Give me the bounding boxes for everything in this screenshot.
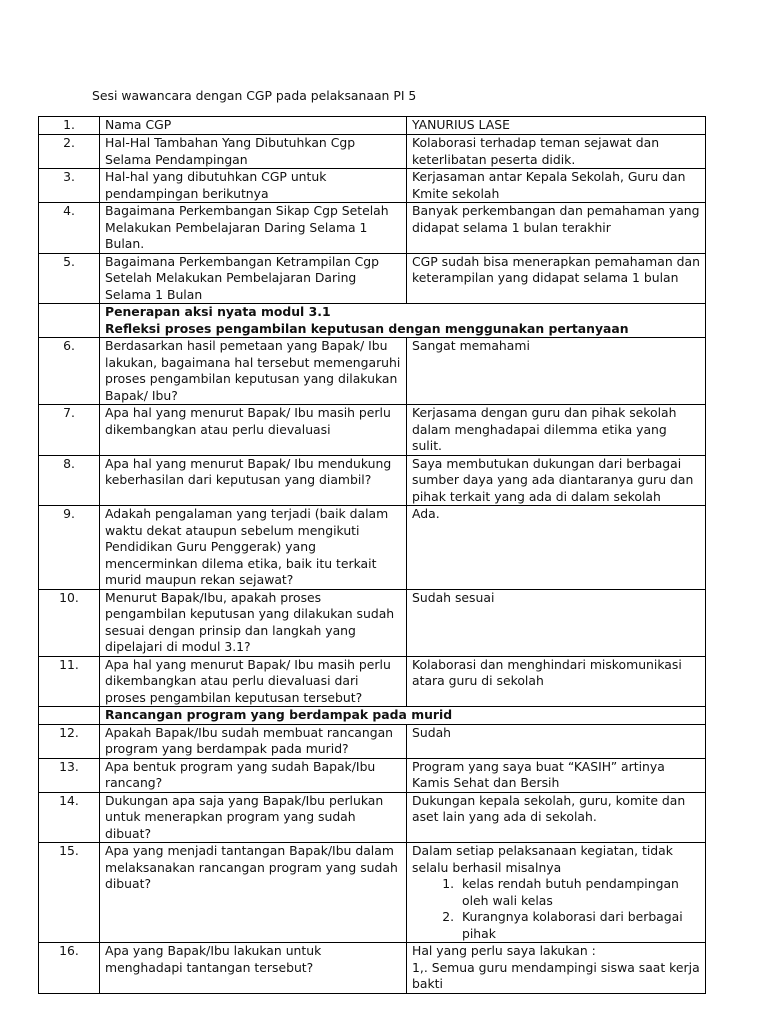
- table-row: [39, 253, 706, 304]
- section-title: Penerapan aksi nyata modul 3.1: [105, 304, 331, 319]
- question-cell: Menurut Bapak/Ibu, apakah proses pengambilan keputusan yang dilakukan sudah sesuai dengan prinsip dan langkah yang dipelajari di modul 3.1?: [100, 589, 407, 656]
- table-row: [39, 656, 706, 707]
- answer-cell: Saya membutukan dukungan dari berbagai sumber daya yang ada diantaranya guru dan pihak terkait yang ada di dalam sekolah: [407, 455, 706, 506]
- question-cell: Bagaimana Perkembangan Sikap Cgp Setelah Melakukan Pembelajaran Daring Selama 1 Bulan.: [100, 203, 407, 254]
- answer-intro: Hal yang perlu saya lakukan :: [412, 943, 596, 958]
- section-heading-cell: Rancangan program yang berdampak pada murid: [100, 707, 706, 725]
- question-cell: Hal-hal yang dibutuhkan CGP untuk pendampingan berikutnya: [100, 169, 407, 203]
- table-row: [39, 405, 706, 456]
- answer-cell: CGP sudah bisa menerapkan pemahaman dan keterampilan yang didapat selama 1 bulan: [407, 253, 706, 304]
- question-cell: Bagaimana Perkembangan Ketrampilan Cgp Setelah Melakukan Pembelajaran Daring Selama 1 Bulan: [100, 253, 407, 304]
- row-number: 12.: [39, 724, 100, 758]
- answer-cell: Kolaborasi dan menghindari miskomunikasi atara guru di sekolah: [407, 656, 706, 707]
- row-number: 13.: [39, 758, 100, 792]
- question-cell: Apa hal yang menurut Bapak/ Ibu masih perlu dikembangkan atau perlu dievaluasi dari proses pengambilan keputusan tersebut?: [100, 656, 407, 707]
- answer-cell: Kolaborasi terhadap teman sejawat dan keterlibatan peserta didik.: [407, 135, 706, 169]
- row-number: 10.: [39, 589, 100, 656]
- section-number-cell: [39, 707, 100, 725]
- interview-table: [38, 116, 706, 994]
- question-cell: Apakah Bapak/Ibu sudah membuat rancangan program yang berdampak pada murid?: [100, 724, 407, 758]
- question-cell: Apa bentuk program yang sudah Bapak/Ibu rancang?: [100, 758, 407, 792]
- answer-cell: [407, 843, 706, 943]
- answer-cell: Sangat memahami: [407, 338, 706, 405]
- answer-cell: [407, 943, 706, 994]
- section-row: [39, 304, 706, 338]
- row-number: 6.: [39, 338, 100, 405]
- row-number: 7.: [39, 405, 100, 456]
- table-row: [39, 455, 706, 506]
- row-number: 4.: [39, 203, 100, 254]
- answer-cell: Ada.: [407, 506, 706, 590]
- answer-cell: Banyak perkembangan dan pemahaman yang didapat selama 1 bulan terakhir: [407, 203, 706, 254]
- answer-cell: Kerjasaman antar Kepala Sekolah, Guru dan Kmite sekolah: [407, 169, 706, 203]
- table-row: [39, 724, 706, 758]
- list-item: 2. Kurangnya kolaborasi dari berbagai pihak: [458, 909, 700, 942]
- table-row: [39, 203, 706, 254]
- answer-cell: YANURIUS LASE: [407, 117, 706, 135]
- table-row: [39, 589, 706, 656]
- row-number: 8.: [39, 455, 100, 506]
- row-number: 16.: [39, 943, 100, 994]
- row-number: 1.: [39, 117, 100, 135]
- question-cell: Dukungan apa saja yang Bapak/Ibu perlukan untuk menerapkan program yang sudah dibuat?: [100, 792, 407, 843]
- table-row: [39, 135, 706, 169]
- table-row: [39, 169, 706, 203]
- answer-cell: Dukungan kepala sekolah, guru, komite dan aset lain yang ada di sekolah.: [407, 792, 706, 843]
- row-number: 2.: [39, 135, 100, 169]
- table-row: [39, 943, 706, 994]
- answer-cell: Program yang saya buat “KASIH” artinya Kamis Sehat dan Bersih: [407, 758, 706, 792]
- row-number: 5.: [39, 253, 100, 304]
- section-row: [39, 707, 706, 725]
- table-row: [39, 117, 706, 135]
- challenge-list: [412, 876, 700, 942]
- table-row: [39, 506, 706, 590]
- answer-cell: Kerjasama dengan guru dan pihak sekolah dalam menghadapai dilemma etika yang sulit.: [407, 405, 706, 456]
- table-row: [39, 338, 706, 405]
- row-number: 3.: [39, 169, 100, 203]
- answer-line: 1,. Semua guru mendampingi siswa saat kerja bakti: [412, 959, 700, 991]
- section-number-cell: [39, 304, 100, 338]
- question-cell: Apa yang menjadi tantangan Bapak/Ibu dalam melaksanakan rancangan program yang sudah dibuat?: [100, 843, 407, 943]
- answer-cell: Sudah: [407, 724, 706, 758]
- answer-cell: Sudah sesuai: [407, 589, 706, 656]
- document-heading: Sesi wawancara dengan CGP pada pelaksanaan PI 5: [92, 88, 417, 103]
- question-cell: Apa yang Bapak/Ibu lakukan untuk menghadapi tantangan tersebut?: [100, 943, 407, 994]
- question-cell: Hal-Hal Tambahan Yang Dibutuhkan Cgp Selama Pendampingan: [100, 135, 407, 169]
- row-number: 15.: [39, 843, 100, 943]
- table-row: [39, 843, 706, 943]
- table-row: [39, 758, 706, 792]
- question-cell: Adakah pengalaman yang terjadi (baik dalam waktu dekat ataupun sebelum mengikuti Pendidikan Guru Penggerak) yang mencerminkan dilema etika, baik itu terkait murid maupun rekan sejawat?: [100, 506, 407, 590]
- row-number: 11.: [39, 656, 100, 707]
- row-number: 14.: [39, 792, 100, 843]
- question-cell: Apa hal yang menurut Bapak/ Ibu masih perlu dikembangkan atau perlu dievaluasi: [100, 405, 407, 456]
- section-heading-cell: [100, 304, 706, 338]
- question-cell: Apa hal yang menurut Bapak/ Ibu mendukung keberhasilan dari keputusan yang diambil?: [100, 455, 407, 506]
- list-item: 1. kelas rendah butuh pendampingan oleh wali kelas: [458, 876, 700, 909]
- question-cell: Nama CGP: [100, 117, 407, 135]
- section-subtitle: Refleksi proses pengambilan keputusan dengan menggunakan pertanyaan: [105, 320, 629, 336]
- row-number: 9.: [39, 506, 100, 590]
- table-row: [39, 792, 706, 843]
- question-cell: Berdasarkan hasil pemetaan yang Bapak/ Ibu lakukan, bagaimana hal tersebut memengaruhi proses pengambilan keputusan yang dilakukan Bapak/ Ibu?: [100, 338, 407, 405]
- answer-intro: Dalam setiap pelaksanaan kegiatan, tidak selalu berhasil misalnya: [412, 843, 673, 875]
